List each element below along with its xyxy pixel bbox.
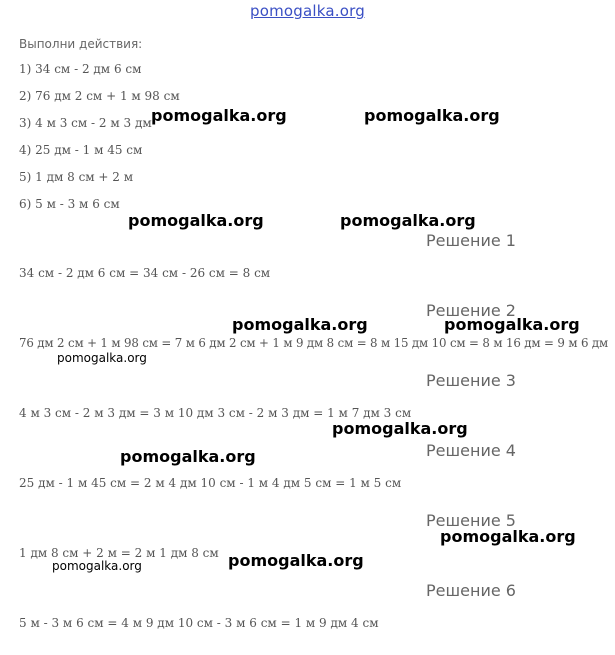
- task-title: Выполни действия:: [19, 37, 143, 51]
- watermark: pomogalka.org: [232, 315, 368, 334]
- task-item-2: 2) 76 дм 2 см + 1 м 98 см: [19, 89, 180, 103]
- solution-heading-5: Решение 5: [426, 511, 516, 530]
- watermark: pomogalka.org: [440, 527, 576, 546]
- solution-text-5: 1 дм 8 см + 2 м = 2 м 1 дм 8 см: [19, 546, 219, 560]
- solution-text-6: 5 м - 3 м 6 см = 4 м 9 дм 10 см - 3 м 6 см = 1 м 9 дм 4 см: [19, 616, 379, 630]
- watermark: pomogalka.org: [340, 211, 476, 230]
- task-item-4: 4) 25 дм - 1 м 45 см: [19, 143, 143, 157]
- watermark: pomogalka.org: [52, 559, 142, 573]
- solution-heading-4: Решение 4: [426, 441, 516, 460]
- solution-text-3: 4 м 3 см - 2 м 3 дм = 3 м 10 дм 3 см - 2 м 3 дм = 1 м 7 дм 3 см: [19, 406, 412, 420]
- watermark: pomogalka.org: [364, 106, 500, 125]
- watermark: pomogalka.org: [128, 211, 264, 230]
- watermark: pomogalka.org: [332, 419, 468, 438]
- solution-text-1: 34 см - 2 дм 6 см = 34 см - 26 см = 8 см: [19, 266, 271, 280]
- solution-text-4: 25 дм - 1 м 45 см = 2 м 4 дм 10 см - 1 м 4 дм 5 см = 1 м 5 см: [19, 476, 402, 490]
- watermark: pomogalka.org: [151, 106, 287, 125]
- task-item-5: 5) 1 дм 8 см + 2 м: [19, 170, 134, 184]
- watermark: pomogalka.org: [228, 551, 364, 570]
- task-item-1: 1) 34 см - 2 дм 6 см: [19, 62, 142, 76]
- solution-heading-3: Решение 3: [426, 371, 516, 390]
- solution-heading-2: Решение 2: [426, 301, 516, 320]
- solution-heading-6: Решение 6: [426, 581, 516, 600]
- watermark: pomogalka.org: [120, 447, 256, 466]
- solution-text-2: 76 дм 2 см + 1 м 98 см = 7 м 6 дм 2 см + 1 м 9 дм 8 см = 8 м 15 дм 10 см = 8 м 16 дм = 9 м 6 дм: [19, 336, 609, 350]
- solution-heading-1: Решение 1: [426, 231, 516, 250]
- watermark: pomogalka.org: [444, 315, 580, 334]
- watermark: pomogalka.org: [57, 351, 147, 365]
- task-item-3: 3) 4 м 3 см - 2 м 3 дм: [19, 116, 152, 130]
- task-item-6: 6) 5 м - 3 м 6 см: [19, 197, 120, 211]
- site-logo[interactable]: pomogalka.org: [250, 2, 365, 20]
